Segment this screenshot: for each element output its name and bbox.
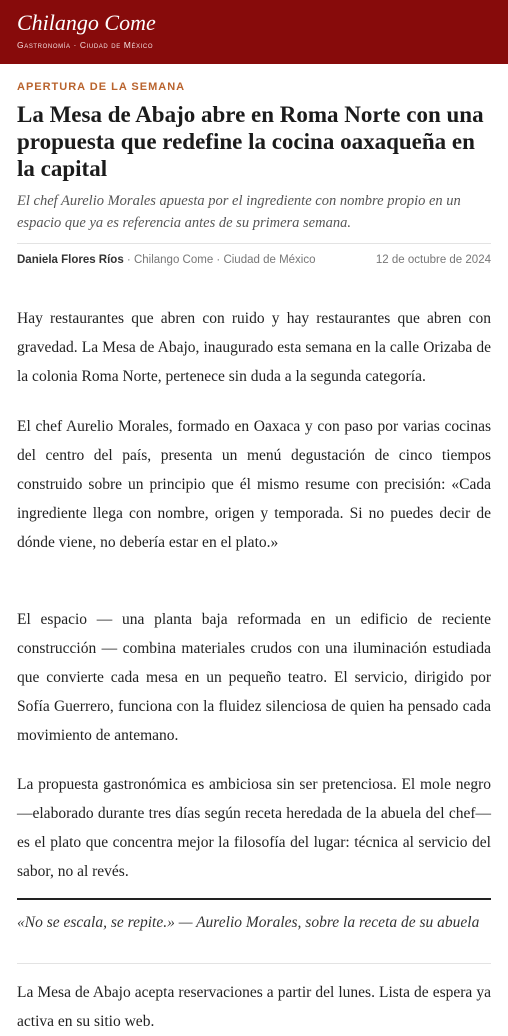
byline-left: [17, 254, 316, 276]
article-paragraph-1: Hay restaurantes que abren con ruido y hay restaurantes que abren con gravedad. La Mesa de Abajo, inaugurado esta semana en la calle Orizaba de la colonia Roma Norte, pertenece sin duda a la segunda categoría.: [17, 310, 491, 385]
article-paragraph-3: El espacio — una planta baja reformada en un edificio de reciente construcción — combina materiales crudos con una iluminación estudiada que convierte cada mesa en un pequeño teatro. El servicio, dirigido por Sofía Guerrero, funciona con la fluidez silenciosa de quien ha pensado cada movimiento de antemano.: [17, 611, 491, 744]
article-dek: El chef Aurelio Morales apuesta por el ingrediente con nombre propio en un espacio que ya es referencia antes de su primera semana.: [17, 193, 461, 231]
article-paragraph-5: La Mesa de Abajo acepta reservaciones a partir del lunes. Lista de espera ya activa en su sitio web.: [17, 984, 491, 1030]
publish-date: 12 de octubre de 2024: [375, 254, 491, 266]
article-kicker: APERTURA DE LA SEMANA: [17, 81, 186, 93]
site-logo[interactable]: Chilango Come: [17, 10, 156, 35]
article-paragraph-2: El chef Aurelio Morales, formado en Oaxaca y con paso por varias cocinas del centro del país, presenta un menú degustación de cinco tiempos construido sobre un principio que él mismo resume con precisión: «Cada ingrediente llega con nombre, origen y temporada. Si no puedes decir de dónde viene, no debería estar en el plato.»: [17, 418, 491, 551]
site-tagline: Gastronomía · Ciudad de México: [17, 40, 154, 50]
byline-meta: · Chilango Come · Ciudad de México: [123, 254, 316, 266]
author-name[interactable]: Daniela Flores Ríos: [17, 254, 124, 266]
byline: [17, 243, 491, 276]
site-header: [0, 0, 508, 64]
article: [0, 80, 508, 1036]
section-divider: [17, 963, 491, 964]
pull-quote: «No se escala, se repite.» — Aurelio Morales, sobre la receta de su abuela: [17, 898, 491, 944]
article-paragraph-4: La propuesta gastronómica es ambiciosa sin ser pretenciosa. El mole negro —elaborado durante tres días según receta heredada de la abuela del chef— es el plato que concentra mejor la filosofía del lugar: técnica al servicio del sabor, no al revés.: [17, 776, 491, 880]
article-headline: La Mesa de Abajo abre en Roma Norte con una propuesta que redefine la cocina oaxaqueña en la capital: [17, 102, 484, 181]
